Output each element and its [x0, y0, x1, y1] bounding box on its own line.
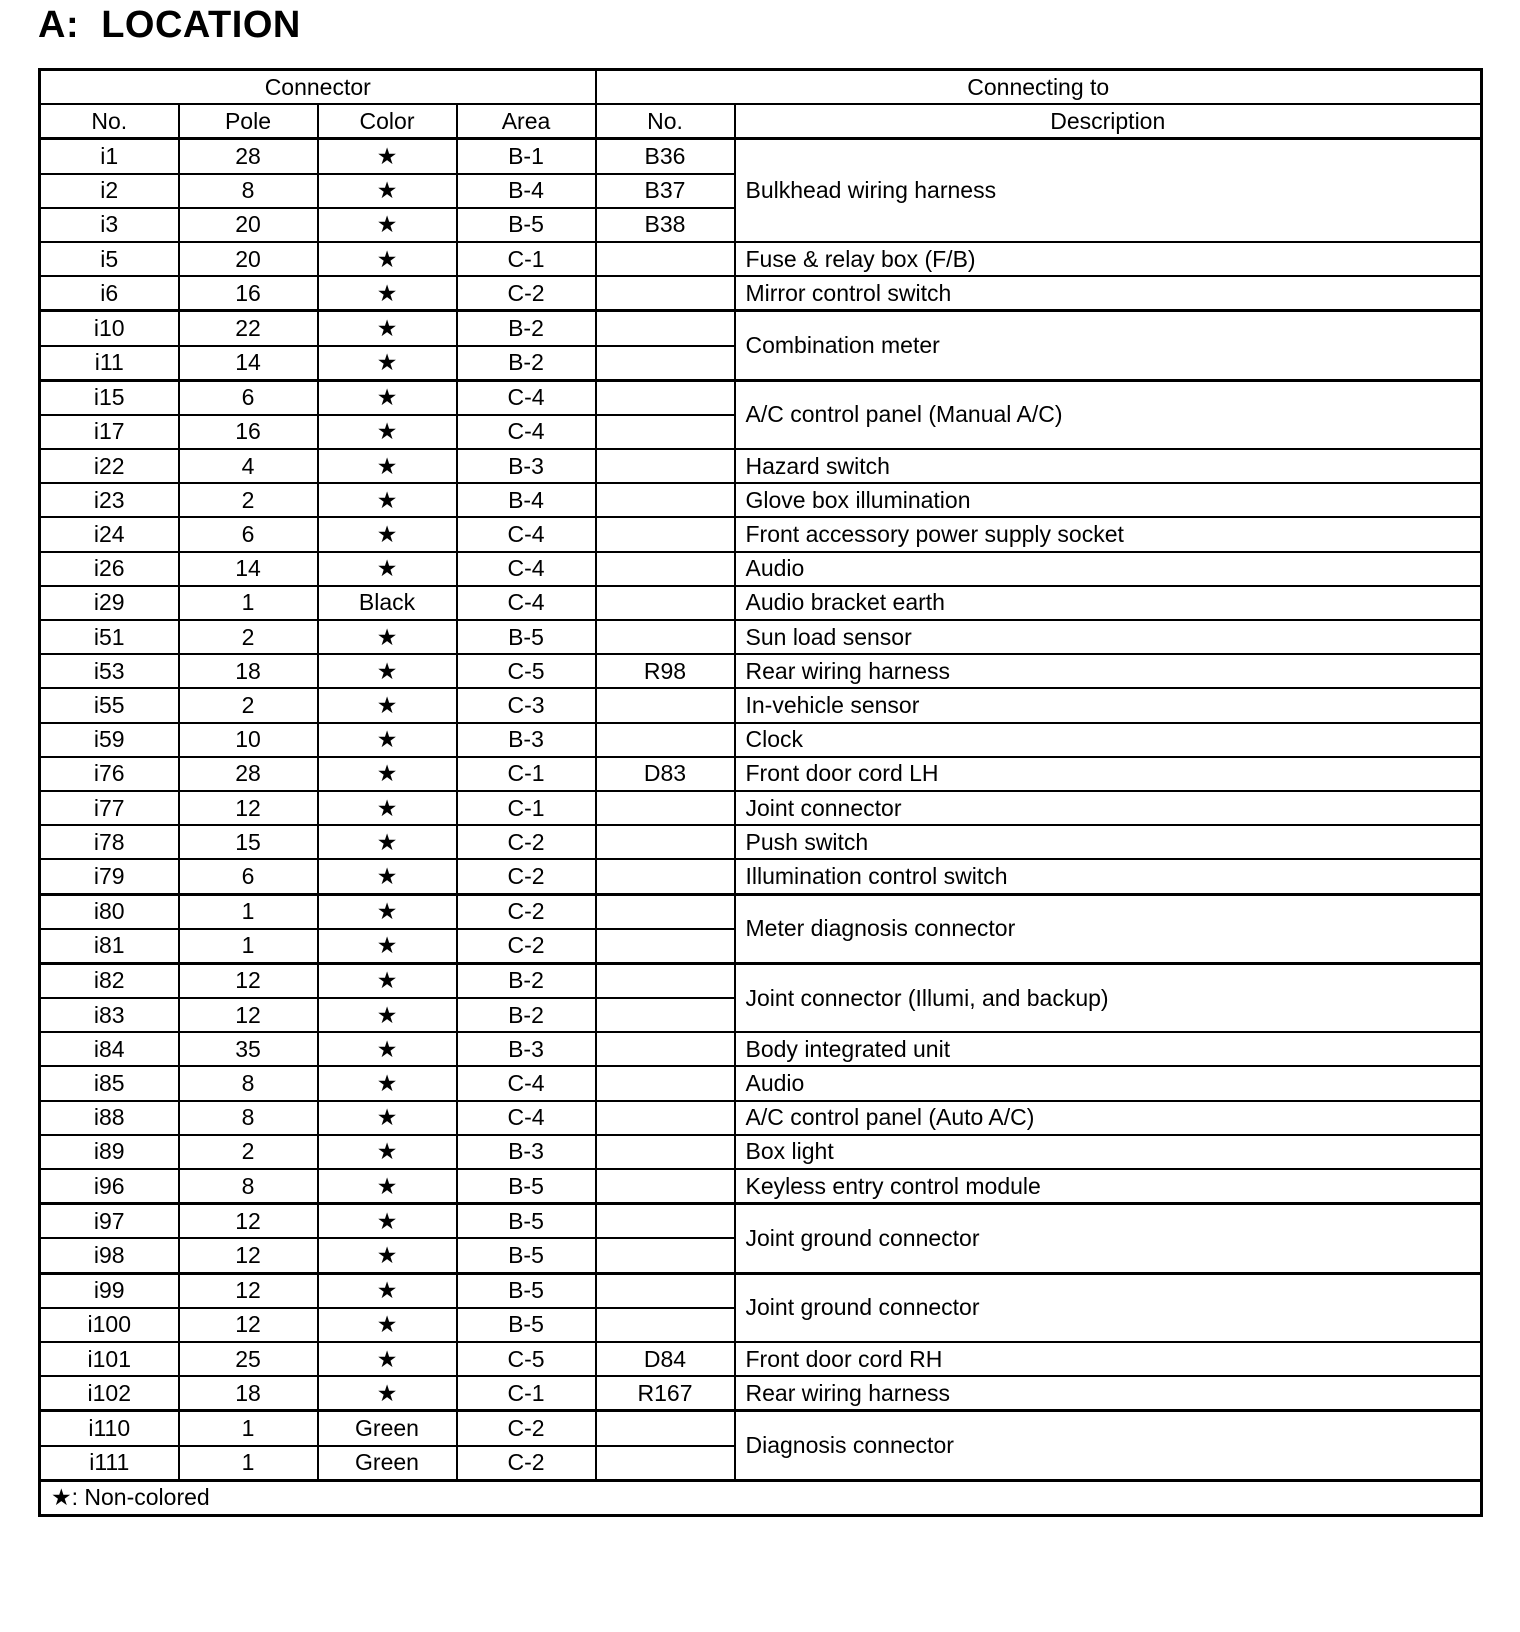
cell-pole: 1 [179, 894, 318, 929]
cell-conn-no [596, 1135, 735, 1169]
cell-no: i59 [40, 723, 179, 757]
cell-color: ★ [318, 311, 457, 346]
cell-no: i81 [40, 929, 179, 964]
cell-description: Joint connector (Illumi, and backup) [735, 963, 1482, 1032]
cell-description: Audio [735, 552, 1482, 586]
cell-description: Keyless entry control module [735, 1169, 1482, 1204]
cell-description: Joint ground connector [735, 1204, 1482, 1273]
cell-pole: 10 [179, 723, 318, 757]
connector-location-table [38, 68, 1483, 1517]
cell-conn-no: B38 [596, 208, 735, 242]
cell-pole: 8 [179, 1066, 318, 1100]
cell-description: Front door cord RH [735, 1342, 1482, 1376]
cell-description: A/C control panel (Auto A/C) [735, 1101, 1482, 1135]
cell-area: C-2 [457, 929, 596, 964]
connecting-to-group-header: Connecting to [596, 70, 1482, 105]
cell-area: B-3 [457, 1135, 596, 1169]
cell-pole: 1 [179, 586, 318, 620]
cell-area: B-5 [457, 1273, 596, 1308]
cell-color: ★ [318, 688, 457, 722]
cell-description: Mirror control switch [735, 276, 1482, 311]
cell-area: B-5 [457, 1238, 596, 1273]
cell-color: Green [318, 1446, 457, 1481]
cell-pole: 25 [179, 1342, 318, 1376]
cell-color: Green [318, 1411, 457, 1446]
cell-area: C-1 [457, 791, 596, 825]
cell-color: ★ [318, 1342, 457, 1376]
cell-conn-no [596, 1101, 735, 1135]
cell-description: Illumination control switch [735, 859, 1482, 894]
cell-pole: 28 [179, 139, 318, 174]
cell-description: Joint connector [735, 791, 1482, 825]
cell-conn-no [596, 963, 735, 998]
cell-no: i85 [40, 1066, 179, 1100]
cell-area: C-3 [457, 688, 596, 722]
cell-no: i23 [40, 483, 179, 517]
cell-description: Push switch [735, 825, 1482, 859]
cell-color: ★ [318, 208, 457, 242]
cell-area: B-2 [457, 346, 596, 381]
cell-pole: 8 [179, 1101, 318, 1135]
cell-color: ★ [318, 483, 457, 517]
table-row [40, 963, 1482, 998]
table-row [40, 586, 1482, 620]
table-row [40, 1169, 1482, 1204]
cell-area: B-5 [457, 620, 596, 654]
cell-pole: 1 [179, 929, 318, 964]
connector-group-header: Connector [40, 70, 596, 105]
cell-pole: 12 [179, 791, 318, 825]
cell-conn-no [596, 276, 735, 311]
cell-no: i110 [40, 1411, 179, 1446]
table-row [40, 517, 1482, 551]
cell-no: i82 [40, 963, 179, 998]
cell-conn-no [596, 1066, 735, 1100]
cell-no: i101 [40, 1342, 179, 1376]
cell-color: ★ [318, 346, 457, 381]
cell-pole: 6 [179, 859, 318, 894]
cell-area: B-4 [457, 483, 596, 517]
cell-no: i97 [40, 1204, 179, 1239]
cell-description: Bulkhead wiring harness [735, 139, 1482, 242]
cell-no: i100 [40, 1308, 179, 1342]
table-row [40, 483, 1482, 517]
cell-conn-no [596, 1032, 735, 1066]
cell-color: ★ [318, 242, 457, 276]
cell-conn-no [596, 859, 735, 894]
cell-area: C-2 [457, 859, 596, 894]
cell-description: Body integrated unit [735, 1032, 1482, 1066]
cell-description: Sun load sensor [735, 620, 1482, 654]
cell-conn-no [596, 825, 735, 859]
cell-pole: 18 [179, 654, 318, 688]
cell-description: Rear wiring harness [735, 654, 1482, 688]
cell-pole: 12 [179, 963, 318, 998]
table-row [40, 311, 1482, 346]
cell-description: Hazard switch [735, 449, 1482, 483]
cell-area: C-1 [457, 757, 596, 791]
cell-pole: 1 [179, 1411, 318, 1446]
cell-pole: 2 [179, 483, 318, 517]
cell-pole: 2 [179, 1135, 318, 1169]
col-header-description: Description [735, 104, 1482, 139]
table-row [40, 276, 1482, 311]
col-header-no: No. [40, 104, 179, 139]
cell-color: ★ [318, 552, 457, 586]
cell-area: C-2 [457, 1446, 596, 1481]
table-row [40, 1411, 1482, 1446]
cell-no: i3 [40, 208, 179, 242]
cell-color: ★ [318, 723, 457, 757]
cell-area: B-5 [457, 208, 596, 242]
cell-color: ★ [318, 998, 457, 1032]
cell-pole: 22 [179, 311, 318, 346]
table-row [40, 380, 1482, 415]
cell-pole: 12 [179, 1238, 318, 1273]
cell-pole: 28 [179, 757, 318, 791]
cell-color: ★ [318, 1308, 457, 1342]
cell-color: ★ [318, 963, 457, 998]
cell-conn-no [596, 586, 735, 620]
cell-no: i89 [40, 1135, 179, 1169]
cell-pole: 16 [179, 276, 318, 311]
cell-pole: 18 [179, 1376, 318, 1411]
cell-color: ★ [318, 894, 457, 929]
cell-no: i22 [40, 449, 179, 483]
cell-conn-no: B36 [596, 139, 735, 174]
cell-color: ★ [318, 791, 457, 825]
cell-conn-no: D83 [596, 757, 735, 791]
cell-pole: 14 [179, 346, 318, 381]
cell-pole: 20 [179, 242, 318, 276]
cell-no: i51 [40, 620, 179, 654]
cell-pole: 15 [179, 825, 318, 859]
table-row [40, 1273, 1482, 1308]
cell-no: i17 [40, 415, 179, 449]
col-header-area: Area [457, 104, 596, 139]
cell-color: ★ [318, 1032, 457, 1066]
table-row [40, 1066, 1482, 1100]
cell-color: ★ [318, 1273, 457, 1308]
cell-area: C-2 [457, 894, 596, 929]
cell-conn-no [596, 723, 735, 757]
cell-area: C-1 [457, 242, 596, 276]
table-row [40, 449, 1482, 483]
cell-conn-no [596, 242, 735, 276]
cell-conn-no [596, 998, 735, 1032]
cell-no: i2 [40, 174, 179, 208]
cell-area: C-2 [457, 1411, 596, 1446]
cell-description: Combination meter [735, 311, 1482, 380]
cell-description: Diagnosis connector [735, 1411, 1482, 1480]
cell-description: Meter diagnosis connector [735, 894, 1482, 963]
table-row [40, 1342, 1482, 1376]
cell-conn-no [596, 620, 735, 654]
cell-description: Rear wiring harness [735, 1376, 1482, 1411]
cell-description: Joint ground connector [735, 1273, 1482, 1342]
cell-area: C-2 [457, 276, 596, 311]
cell-conn-no [596, 1204, 735, 1239]
cell-color: ★ [318, 380, 457, 415]
cell-pole: 8 [179, 174, 318, 208]
cell-no: i77 [40, 791, 179, 825]
col-header-pole: Pole [179, 104, 318, 139]
cell-conn-no [596, 415, 735, 449]
cell-description: Audio bracket earth [735, 586, 1482, 620]
cell-color: ★ [318, 1376, 457, 1411]
cell-color: ★ [318, 1204, 457, 1239]
cell-no: i98 [40, 1238, 179, 1273]
cell-pole: 2 [179, 620, 318, 654]
cell-description: Box light [735, 1135, 1482, 1169]
cell-conn-no [596, 894, 735, 929]
cell-conn-no [596, 552, 735, 586]
cell-no: i26 [40, 552, 179, 586]
cell-description: Glove box illumination [735, 483, 1482, 517]
cell-no: i76 [40, 757, 179, 791]
cell-no: i84 [40, 1032, 179, 1066]
cell-conn-no [596, 1411, 735, 1446]
table-row [40, 1204, 1482, 1239]
cell-pole: 12 [179, 1273, 318, 1308]
cell-pole: 35 [179, 1032, 318, 1066]
col-header-color: Color [318, 104, 457, 139]
cell-pole: 1 [179, 1446, 318, 1481]
col-header-conn-no: No. [596, 104, 735, 139]
cell-color: ★ [318, 825, 457, 859]
cell-area: B-5 [457, 1308, 596, 1342]
cell-no: i99 [40, 1273, 179, 1308]
cell-color: ★ [318, 449, 457, 483]
table-row [40, 1101, 1482, 1135]
cell-color: ★ [318, 1238, 457, 1273]
cell-area: C-4 [457, 380, 596, 415]
cell-conn-no [596, 1169, 735, 1204]
cell-area: B-2 [457, 963, 596, 998]
cell-conn-no: R167 [596, 1376, 735, 1411]
cell-area: B-2 [457, 998, 596, 1032]
cell-no: i102 [40, 1376, 179, 1411]
cell-color: ★ [318, 1135, 457, 1169]
cell-area: C-4 [457, 1101, 596, 1135]
page-title: A: LOCATION [38, 4, 301, 46]
column-header-row [40, 104, 1482, 139]
table-row [40, 723, 1482, 757]
cell-no: i11 [40, 346, 179, 381]
cell-area: C-4 [457, 415, 596, 449]
cell-pole: 12 [179, 998, 318, 1032]
cell-area: B-5 [457, 1204, 596, 1239]
cell-conn-no [596, 483, 735, 517]
cell-color: ★ [318, 859, 457, 894]
table-row [40, 1032, 1482, 1066]
cell-description: Fuse & relay box (F/B) [735, 242, 1482, 276]
cell-no: i6 [40, 276, 179, 311]
table-row [40, 1376, 1482, 1411]
cell-color: ★ [318, 415, 457, 449]
cell-no: i15 [40, 380, 179, 415]
table-row [40, 139, 1482, 174]
cell-description: Audio [735, 1066, 1482, 1100]
cell-pole: 4 [179, 449, 318, 483]
cell-pole: 6 [179, 380, 318, 415]
cell-conn-no [596, 1273, 735, 1308]
cell-description: In-vehicle sensor [735, 688, 1482, 722]
cell-conn-no [596, 929, 735, 964]
table-row [40, 1135, 1482, 1169]
cell-conn-no [596, 1308, 735, 1342]
cell-color: ★ [318, 654, 457, 688]
cell-no: i80 [40, 894, 179, 929]
cell-conn-no [596, 791, 735, 825]
cell-pole: 12 [179, 1204, 318, 1239]
cell-no: i53 [40, 654, 179, 688]
cell-conn-no [596, 1446, 735, 1481]
cell-description: Front accessory power supply socket [735, 517, 1482, 551]
cell-area: B-4 [457, 174, 596, 208]
cell-pole: 12 [179, 1308, 318, 1342]
cell-conn-no [596, 517, 735, 551]
cell-conn-no [596, 380, 735, 415]
cell-area: C-4 [457, 586, 596, 620]
cell-pole: 2 [179, 688, 318, 722]
cell-area: B-3 [457, 723, 596, 757]
cell-color: ★ [318, 276, 457, 311]
cell-no: i88 [40, 1101, 179, 1135]
cell-conn-no [596, 311, 735, 346]
legend-row [40, 1480, 1482, 1515]
cell-pole: 6 [179, 517, 318, 551]
cell-no: i1 [40, 139, 179, 174]
cell-no: i83 [40, 998, 179, 1032]
cell-no: i78 [40, 825, 179, 859]
table-row [40, 894, 1482, 929]
cell-no: i96 [40, 1169, 179, 1204]
cell-description: Front door cord LH [735, 757, 1482, 791]
table-row [40, 688, 1482, 722]
legend-note: ★: Non-colored [40, 1480, 1482, 1515]
cell-conn-no: D84 [596, 1342, 735, 1376]
table-row [40, 654, 1482, 688]
cell-description: Clock [735, 723, 1482, 757]
cell-conn-no [596, 449, 735, 483]
cell-color: ★ [318, 929, 457, 964]
cell-pole: 20 [179, 208, 318, 242]
table-row [40, 552, 1482, 586]
table-row [40, 791, 1482, 825]
cell-area: C-5 [457, 654, 596, 688]
cell-area: C-4 [457, 517, 596, 551]
cell-no: i24 [40, 517, 179, 551]
cell-area: C-4 [457, 552, 596, 586]
cell-conn-no: R98 [596, 654, 735, 688]
cell-no: i55 [40, 688, 179, 722]
cell-conn-no [596, 346, 735, 381]
cell-area: C-2 [457, 825, 596, 859]
cell-pole: 14 [179, 552, 318, 586]
cell-area: B-3 [457, 1032, 596, 1066]
table-row [40, 242, 1482, 276]
cell-no: i5 [40, 242, 179, 276]
group-header-row [40, 70, 1482, 105]
cell-color: ★ [318, 757, 457, 791]
cell-pole: 16 [179, 415, 318, 449]
cell-color: ★ [318, 139, 457, 174]
cell-conn-no [596, 688, 735, 722]
cell-area: C-1 [457, 1376, 596, 1411]
table-row [40, 757, 1482, 791]
cell-area: C-4 [457, 1066, 596, 1100]
cell-color: ★ [318, 517, 457, 551]
cell-color: ★ [318, 1101, 457, 1135]
cell-no: i79 [40, 859, 179, 894]
cell-pole: 8 [179, 1169, 318, 1204]
table-row [40, 825, 1482, 859]
cell-no: i29 [40, 586, 179, 620]
cell-color: ★ [318, 1066, 457, 1100]
cell-area: B-2 [457, 311, 596, 346]
cell-area: B-1 [457, 139, 596, 174]
cell-conn-no: B37 [596, 174, 735, 208]
cell-conn-no [596, 1238, 735, 1273]
table-row [40, 620, 1482, 654]
cell-description: A/C control panel (Manual A/C) [735, 380, 1482, 449]
cell-no: i10 [40, 311, 179, 346]
cell-area: B-3 [457, 449, 596, 483]
cell-color: ★ [318, 1169, 457, 1204]
cell-color: Black [318, 586, 457, 620]
table-row [40, 859, 1482, 894]
cell-color: ★ [318, 620, 457, 654]
cell-no: i111 [40, 1446, 179, 1481]
cell-area: B-5 [457, 1169, 596, 1204]
cell-area: C-5 [457, 1342, 596, 1376]
cell-color: ★ [318, 174, 457, 208]
